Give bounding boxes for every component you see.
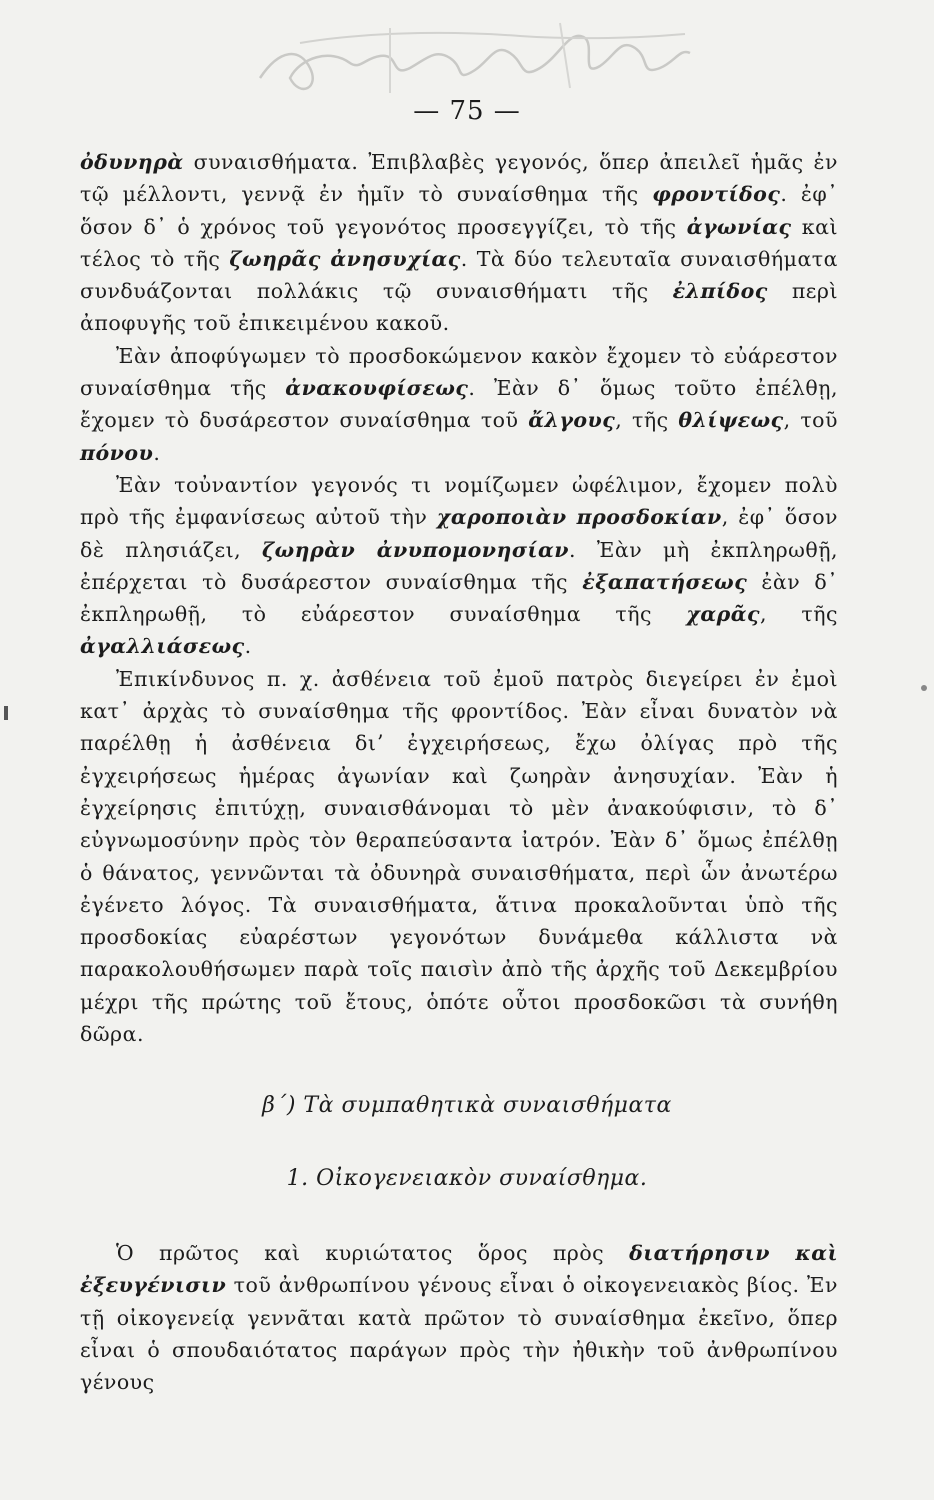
text-run: . Ἐὰν δ᾽ ὅμως τοῦτο ἐπέλθῃ, ἔχομεν τὸ δυσάρεστον συναίσθημα τοῦ <box>80 376 838 433</box>
emphasis: ζωηρᾶς ἀνησυχίας <box>229 246 461 271</box>
text-run: , ἐφ᾽ ὅσον δὲ πλησιάζει, <box>80 505 839 562</box>
margin-mark <box>4 706 8 720</box>
emphasis: χαροποιὰν προσδοκίαν <box>436 505 722 530</box>
paragraph-4 <box>80 663 838 1051</box>
emphasis: ἐλπίδος <box>672 279 768 304</box>
body-text-top <box>80 146 838 1050</box>
emphasis: χαρᾶς <box>686 602 761 627</box>
text-run: Ὁ πρῶτος καὶ κυριώτατος ὅρος πρὸς <box>116 1241 630 1265</box>
margin-dot <box>921 685 927 691</box>
text-run: τοῦ ἀνθρωπίνου γένους εἶναι ὁ οἰκογενειακὸς βίος. Ἐν τῇ οἰκογενείᾳ γεννᾶται κατὰ πρῶτον τὸ συναίσθημα ἐκεῖνο, ὅπερ εἶναι ὁ σπουδαιότατος παράγων πρὸς τὴν ἠθικὴν τοῦ ἀνθρωπίνου γένους <box>80 1273 838 1395</box>
emphasis: ἀνακουφίσεως <box>285 376 469 401</box>
text-run: . ἐφ᾽ ὅσον δ᾽ ὁ χρόνος τοῦ γεγονότος προσεγγίζει, τὸ τῆς <box>80 182 838 239</box>
paragraph-3 <box>80 469 838 663</box>
paragraph-2 <box>80 340 838 469</box>
text-run: ἐὰν δ᾽ ἐκπληρωθῇ, τὸ εὐάρεστον συναίσθημα τῆς <box>80 569 838 627</box>
section-heading: β΄) Τὰ συμπαθητικὰ συναισθήματα <box>262 1093 672 1118</box>
page-number: — 75 — <box>413 96 521 126</box>
text-run: Ἐὰν ἀποφύγωμεν τὸ προσδοκώμενον κακὸν ἔχομεν τὸ εὐάρεστον συναίσθημα τῆς <box>80 343 838 401</box>
paragraph-1 <box>80 146 838 340</box>
text-run: . Τὰ δύο τελευταῖα συναισθήματα συνδυάζονται πολλάκις τῷ συναισθήματι τῆς <box>80 246 838 304</box>
emphasis: ὀδυνηρὰ <box>80 150 184 174</box>
emphasis: διατήρησιν καὶ ἐξευγένισιν <box>80 1241 838 1298</box>
text-run: . <box>244 634 252 659</box>
text-run: Ἐὰν τοὐναντίον γεγονός τι νομίζωμεν ὠφέλιμον, ἔχομεν πολὺ πρὸ τῆς ἐμφανίσεως αὐτοῦ τὴν <box>80 472 838 530</box>
emphasis: θλίψεως <box>678 408 784 433</box>
paragraph-5 <box>80 1237 838 1398</box>
emphasis: πόνου <box>80 440 154 465</box>
text-run: . <box>153 440 161 465</box>
text-run: συναισθήματα. Ἐπιβλαβὲς γεγονός, ὅπερ ἀπειλεῖ ἡμᾶς ἐν τῷ μέλλοντι, γεννᾷ ἐν ἡμῖν τὸ συναίσθημα τῆς <box>80 150 838 207</box>
text-run: , τῆς <box>760 602 838 627</box>
text-run: Ἐπικίνδυνος π. χ. ἀσθένεια τοῦ ἐμοῦ πατρὸς διεγείρει ἐν ἐμοὶ κατ᾽ ἀρχὰς τὸ συναίσθημα τῆς φροντίδος. Ἐὰν εἶναι δυνατὸν νὰ παρέλθῃ ἡ ἀσθένεια διʼ ἐγχειρήσεως, ἔχω ὀλίγας πρὸ τῆς ἐγχειρήσεως ἡμέρας ἀγωνίαν καὶ ζωηρὰν ἀνησυχίαν. Ἐὰν ἡ ἐγχείρησις ἐπιτύχῃ, συναισθάνομαι τὸ μὲν ἀνακούφισιν, τὸ δ᾽ εὐγνωμοσύνην πρὸς τὸν θεραπεύσαντα ἰατρόν. Ἐὰν δ᾽ ὅμως ἐπέλθῃ ὁ θάνατος, γεννῶνται τὰ ὀδυνηρὰ συναισθήματα, περὶ ὧν ἀνωτέρω ἐγένετο λόγος. Τὰ συναισθήματα, ἅτινα προκαλοῦνται ὑπὸ τῆς προσδοκίας εὐαρέστων γεγονότων δυνάμεθα κάλλιστα νὰ παρακολουθήσωμεν παρὰ τοῖς παισὶν ἀπὸ τῆς ἀρχῆς τοῦ Δεκεμβρίου μέχρι τῆς πρώτης τοῦ ἔτους, ὁπότε οὗτοι προσδοκῶσι τὰ συνήθη δῶρα. <box>80 666 838 1047</box>
emphasis: ἄλγους <box>528 408 616 433</box>
emphasis: ζωηρὰν ἀνυπομονησίαν <box>262 537 569 562</box>
text-run: , τοῦ <box>783 408 838 433</box>
emphasis: φροντίδος <box>652 182 781 207</box>
text-run: , τῆς <box>615 408 679 433</box>
emphasis: ἀγαλλιάσεως <box>80 634 245 659</box>
text-run: . Ἐὰν μὴ ἐκπληρωθῇ, ἐπέρχεται τὸ δυσάρεστον συναίσθημα τῆς <box>80 537 838 594</box>
text-run: περὶ ἀποφυγῆς τοῦ ἐπικειμένου κακοῦ. <box>80 279 839 336</box>
emphasis: ἀγωνίας <box>686 214 792 239</box>
emphasis: ἐξαπατήσεως <box>582 569 748 594</box>
handwritten-signature <box>240 8 700 108</box>
text-run: καὶ τέλος τὸ τῆς <box>80 214 838 271</box>
subsection-heading: 1. Οἰκογενειακὸν συναίσθημα. <box>286 1166 648 1191</box>
body-text-bottom <box>80 1237 838 1398</box>
